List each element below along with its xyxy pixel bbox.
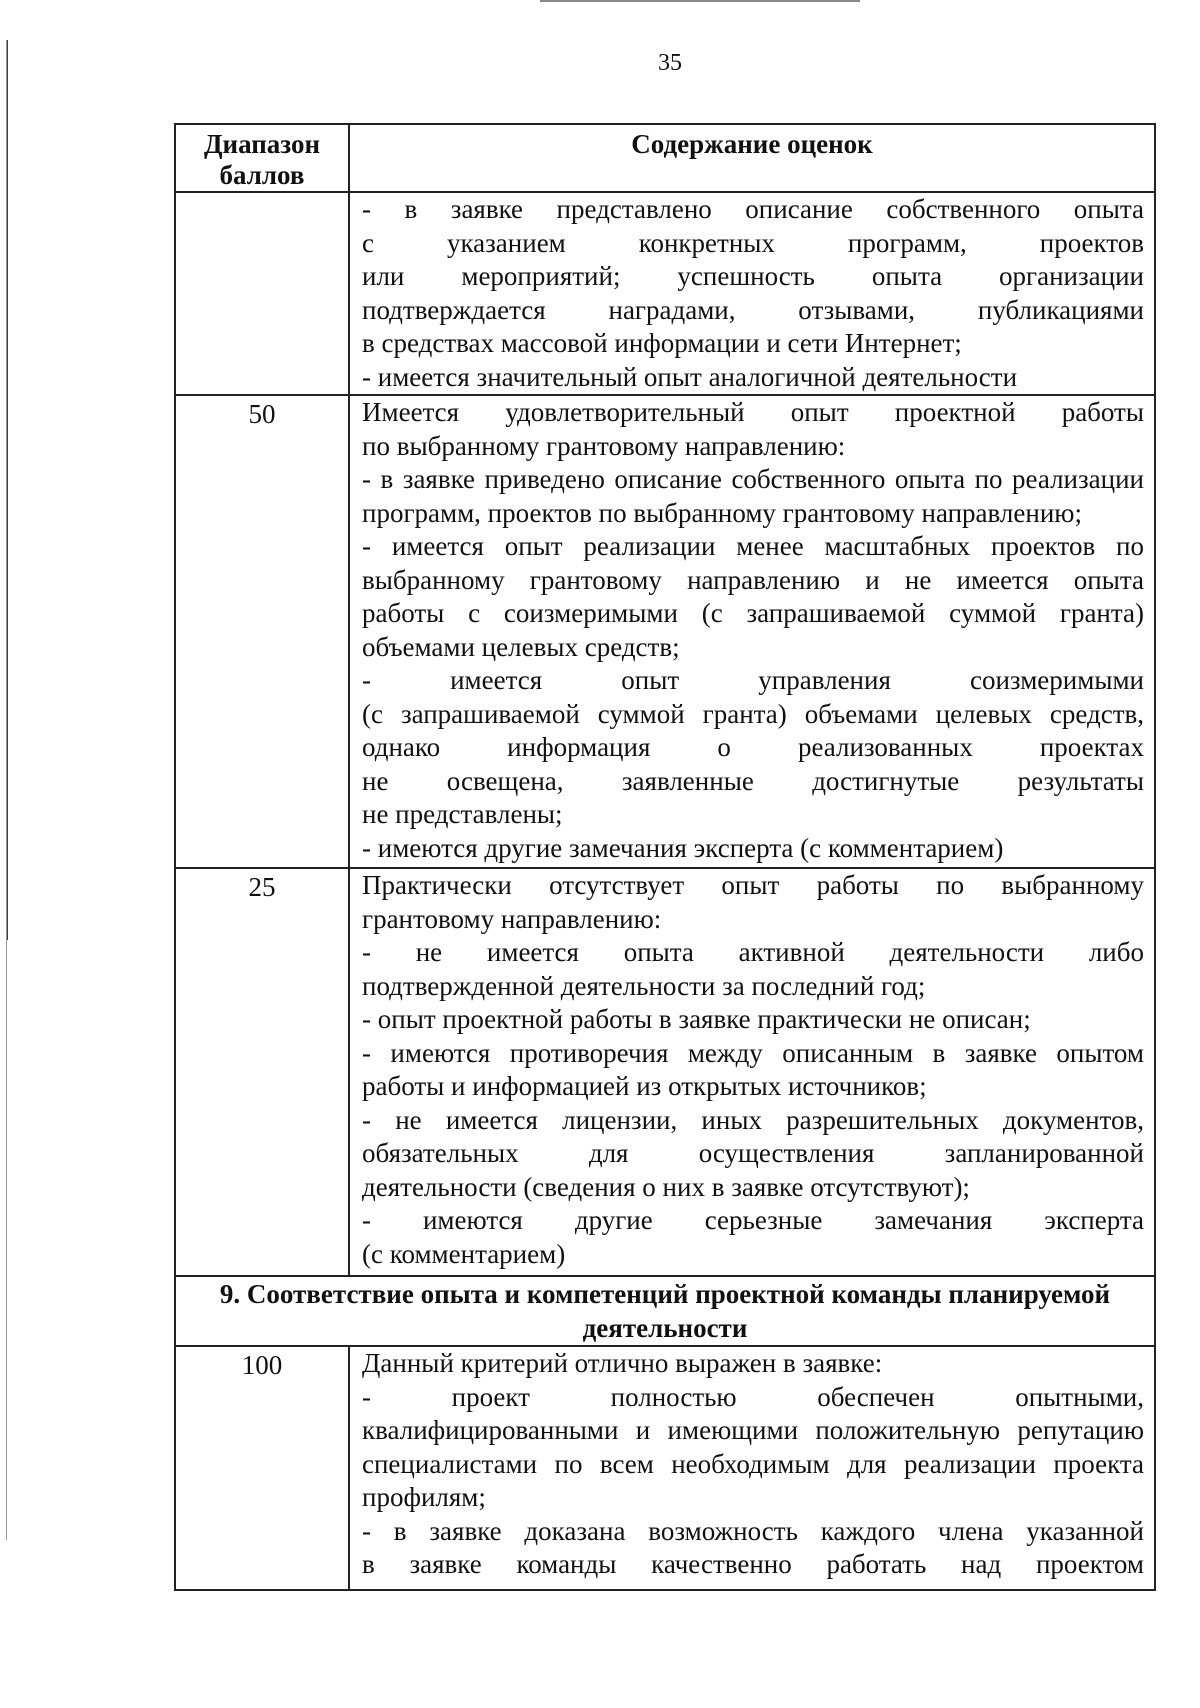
content-cell (349, 868, 1155, 1276)
section-title (175, 1276, 1155, 1346)
content-line: - имеется опыт управления соизмеримыми (362, 665, 1144, 695)
header-range: Диапазон баллов (175, 124, 349, 192)
content-line: (с запрашиваемой суммой гранта) объемами целевых средств, (362, 698, 1144, 729)
content-line: квалифицированными и имеющими положительную репутацию (362, 1415, 1144, 1445)
table-row (175, 192, 1155, 395)
content-cell (349, 1346, 1155, 1590)
content-line: по выбранному грантовому направлению: (362, 430, 846, 461)
content-line: - опыт проектной работы в заявке практически не описан; (362, 1004, 1031, 1034)
content-line: - имеются другие замечания эксперта (с комментарием) (362, 832, 1004, 863)
table-row (175, 395, 1155, 868)
content-cell (349, 395, 1155, 868)
content-line: деятельности (сведения о них в заявке отсутствуют); (362, 1171, 970, 1202)
content-line: выбранному грантовому направлению и не имеется опыта (362, 564, 1144, 595)
content-line: работы и информацией из открытых источников; (362, 1071, 927, 1101)
table-header-row (175, 124, 1155, 192)
content-line: программ, проектов по выбранному грантовому направлению; (362, 497, 1082, 528)
score-cell: 100 (175, 1346, 349, 1590)
content-line: - имеется значительный опыт аналогичной деятельности (362, 361, 1018, 392)
content-line: - проект полностью обеспечен опытными, (362, 1381, 1144, 1412)
scoring-table (174, 123, 1156, 1591)
table-row (175, 1346, 1155, 1590)
content-cell (349, 192, 1155, 395)
content-line: Имеется удовлетворительный опыт проектной работы (362, 397, 1144, 427)
content-line: Практически отсутствует опыт работы по выбранному (362, 870, 1144, 900)
section-header-row (175, 1276, 1155, 1346)
content-line: профилям; (362, 1482, 486, 1512)
content-line: грантовому направлению: (362, 903, 662, 934)
score-cell: 50 (175, 395, 349, 868)
content-line: - имеются противоречия между описанным в заявке опытом (362, 1037, 1144, 1068)
content-line: объемами целевых средств; (362, 631, 680, 662)
page-number: 35 (658, 50, 682, 76)
content-line: не освещена, заявленные достигнутые результаты (362, 765, 1144, 796)
content-line: обязательных для осуществления запланированной (362, 1138, 1144, 1168)
content-line: однако информация о реализованных проектах (362, 732, 1144, 762)
table-row (175, 868, 1155, 1276)
section-title-line: деятельности (582, 1313, 748, 1343)
content-line: подтвержденной деятельности за последний год; (362, 970, 926, 1001)
content-line: - в заявке доказана возможность каждого члена указанной (362, 1515, 1144, 1546)
content-line: или мероприятий; успешность опыта организации (362, 261, 1144, 291)
content-line: подтверждается наградами, отзывами, публикациями (362, 294, 1144, 325)
content-line: - в заявке представлено описание собственного опыта (362, 194, 1144, 224)
content-line: - имеются другие серьезные замечания эксперта (362, 1205, 1144, 1235)
content-line: - не имеется лицензии, иных разрешительных документов, (362, 1104, 1144, 1135)
content-line: - не имеется опыта активной деятельности либо (362, 937, 1144, 967)
content-line: - имеется опыт реализации менее масштабных проектов по (362, 531, 1144, 561)
content-line: с указанием конкретных программ, проектов (362, 227, 1144, 258)
scan-left-edge-faint (6, 40, 7, 1540)
section-title-line: 9. Соответствие опыта и компетенций проектной команды планируемой (219, 1279, 1111, 1309)
header-content: Содержание оценок (349, 124, 1155, 192)
score-cell: 25 (175, 868, 349, 1276)
content-line: - в заявке приведено описание собственного опыта по реализации (362, 464, 1144, 494)
content-line: в средствах массовой информации и сети Интернет; (362, 328, 962, 358)
scan-top-line (540, 0, 860, 2)
content-line: Данный критерий отлично выражен в заявке: (362, 1348, 883, 1378)
content-line: в заявке команды качественно работать над проектом (362, 1549, 1144, 1579)
content-line: (с комментарием) (362, 1238, 566, 1269)
content-line: работы с соизмеримыми (с запрашиваемой суммой гранта) (362, 598, 1144, 628)
content-line: специалистами по всем необходимым для реализации проекта (362, 1448, 1144, 1479)
content-line: не представлены; (362, 799, 563, 829)
score-cell (175, 192, 349, 395)
